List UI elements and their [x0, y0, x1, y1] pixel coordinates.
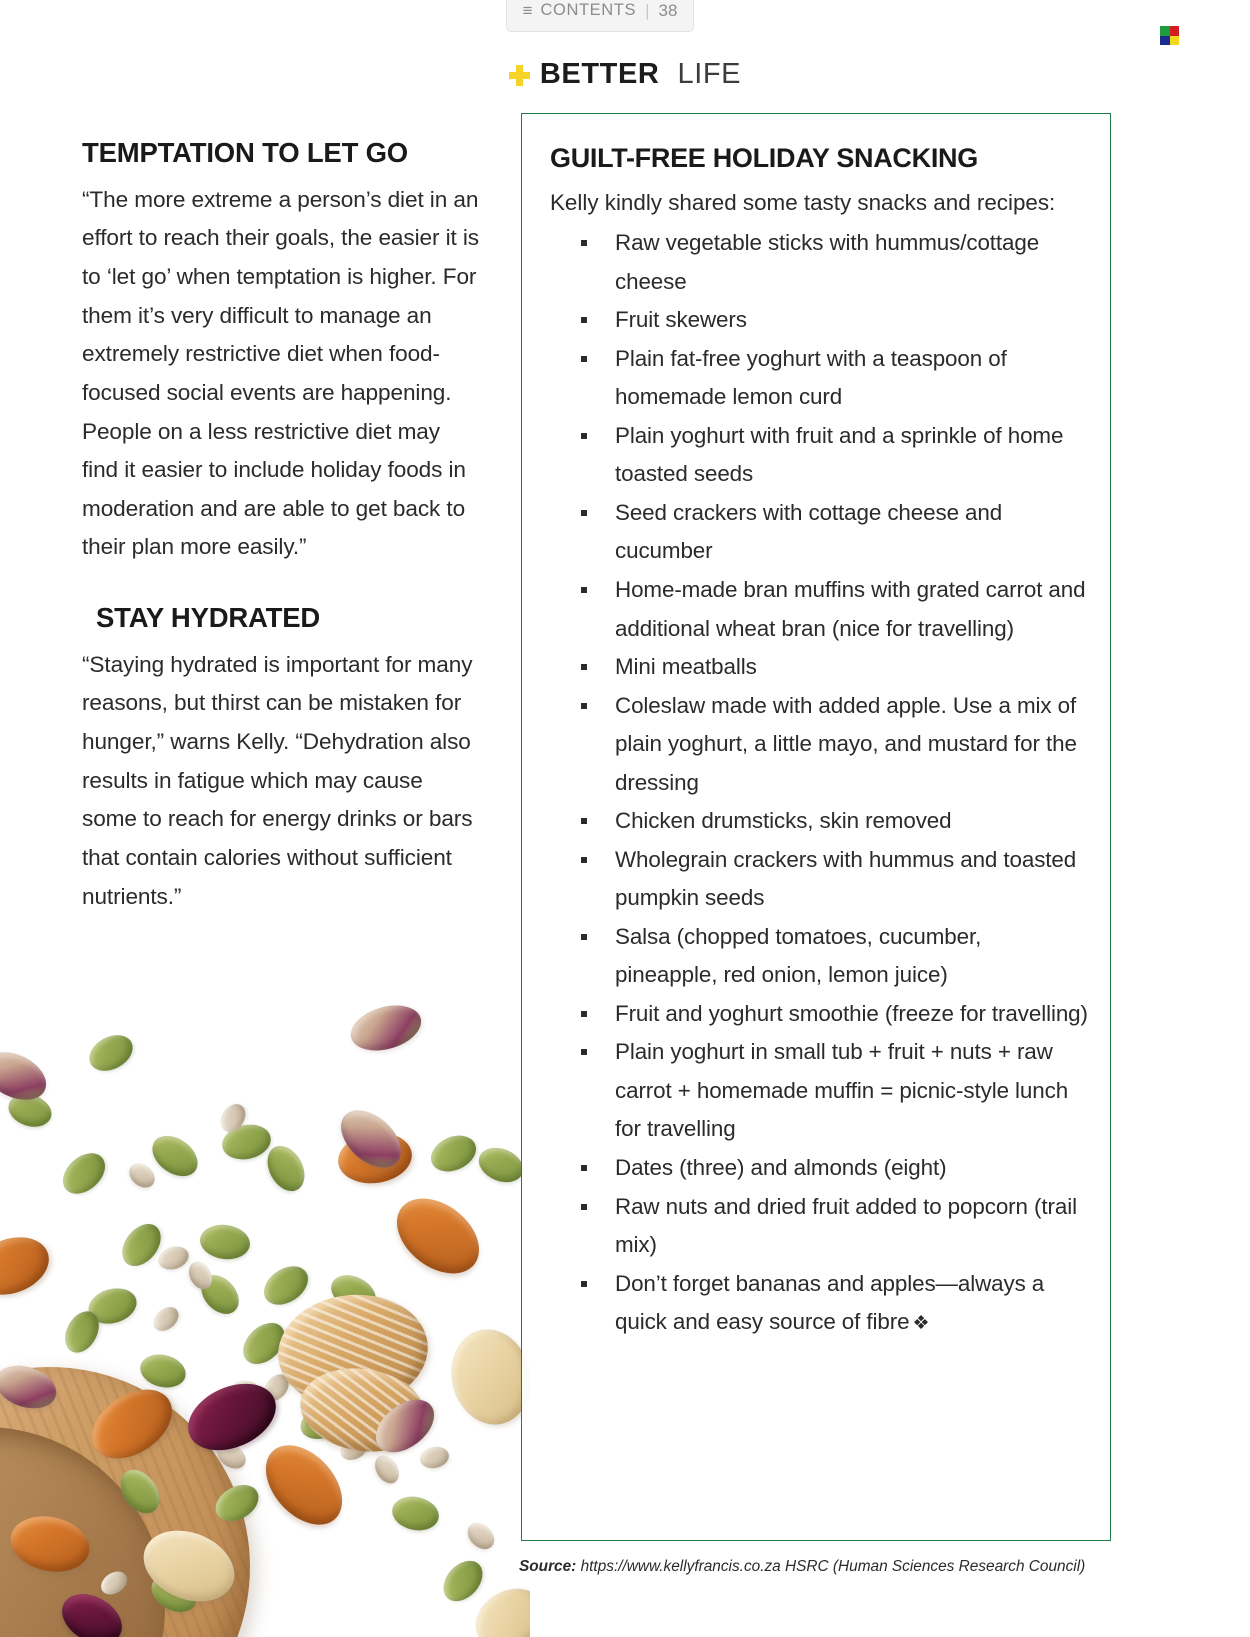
- section-body-temptation: “The more extreme a person’s diet in an effort to reach their goals, the easier it is to ‘let go’ when temptation is higher. For them it’s very difficult to manage an extremely restrictive diet when food-focused social events are happening. People on a less restrictive diet may find it easier to include holiday foods in moderation and are able to get back to their plan more easily.”: [82, 186, 479, 560]
- list-item-text: Don’t forget bananas and apples—always a quick and easy source of fibre: [615, 1270, 1045, 1335]
- square-bullet-icon: [581, 703, 587, 709]
- swatch-blue: [1160, 36, 1170, 46]
- section-body-hydration: “Staying hydrated is important for many reasons, but thirst can be mistaken for hunger,” warns Kelly. “Dehydration also results in fatigue which may cause some to reach for energy drinks or bars that contain calories without sufficient nutrients.”: [82, 651, 473, 909]
- list-item: [550, 648, 1088, 687]
- list-item-text: Raw nuts and dried fruit added to popcorn (trail mix): [615, 1193, 1077, 1258]
- square-bullet-icon: [581, 934, 587, 940]
- section-heading-temptation: TEMPTATION TO LET GO: [82, 137, 408, 168]
- square-bullet-icon: [581, 857, 587, 863]
- masthead-light-word: LIFE: [677, 58, 742, 90]
- square-bullet-icon: [581, 1049, 587, 1055]
- source-text: https://www.kellyfrancis.co.za HSRC (Human Sciences Research Council): [576, 1558, 1086, 1575]
- guilt-free-snacking-box: [521, 113, 1111, 1541]
- list-item: [550, 301, 1088, 340]
- plus-cross-icon: [509, 65, 530, 86]
- hamburger-icon: ≡: [522, 1, 533, 20]
- square-bullet-icon: [581, 1165, 587, 1171]
- list-item: [550, 340, 1088, 417]
- list-item: [550, 687, 1088, 803]
- masthead-bold-word: BETTER: [539, 58, 660, 90]
- list-item-text: Plain fat-free yoghurt with a teaspoon of homemade lemon curd: [615, 345, 1007, 410]
- list-item: [550, 1149, 1088, 1188]
- list-item-text: Seed crackers with cottage cheese and cucumber: [615, 499, 1003, 564]
- end-mark-icon: ❖: [912, 1312, 930, 1334]
- square-bullet-icon: [581, 240, 587, 246]
- square-bullet-icon: [581, 433, 587, 439]
- swatch-yellow: [1170, 36, 1180, 46]
- list-item: [550, 1265, 1088, 1342]
- source-label: Source:: [519, 1558, 577, 1575]
- list-item-text: Dates (three) and almonds (eight): [615, 1154, 947, 1180]
- swatch-red: [1170, 26, 1180, 36]
- snack-box-intro: Kelly kindly shared some tasty snacks and recipes:: [550, 189, 1056, 215]
- square-bullet-icon: [581, 1204, 587, 1210]
- list-item: [550, 1188, 1088, 1265]
- snack-list: [550, 224, 1088, 1341]
- list-item-text: Plain yoghurt with fruit and a sprinkle of home toasted seeds: [615, 422, 1064, 487]
- source-credit: [519, 1558, 1179, 1576]
- snack-box-title: GUILT-FREE HOLIDAY SNACKING: [550, 143, 978, 173]
- color-registration-swatch: [1160, 26, 1179, 45]
- list-item: [550, 494, 1088, 571]
- list-item: [550, 224, 1088, 301]
- list-item: [550, 995, 1088, 1034]
- square-bullet-icon: [581, 1281, 587, 1287]
- list-item: [550, 571, 1088, 648]
- list-item-text: Chicken drumsticks, skin removed: [615, 808, 952, 834]
- contents-pill[interactable]: [506, 0, 694, 32]
- square-bullet-icon: [581, 356, 587, 362]
- list-item-text: Plain yoghurt in small tub + fruit + nuts + raw carrot + homemade muffin = picnic-style lunch for travelling: [615, 1039, 1069, 1142]
- list-item: [550, 1033, 1088, 1149]
- page-number: 38: [658, 0, 678, 20]
- square-bullet-icon: [581, 587, 587, 593]
- square-bullet-icon: [581, 664, 587, 670]
- section-heading-hydration: STAY HYDRATED: [96, 602, 321, 634]
- list-item-text: Coleslaw made with added apple. Use a mix of plain yoghurt, a little mayo, and mustard for the dressing: [615, 692, 1077, 795]
- list-item-text: Home-made bran muffins with grated carrot and additional wheat bran (nice for travelling): [615, 577, 1086, 641]
- list-item: [550, 918, 1088, 995]
- list-item-text: Fruit skewers: [615, 307, 747, 333]
- list-item: [550, 417, 1088, 494]
- contents-divider: |: [645, 0, 650, 20]
- list-item-text: Raw vegetable sticks with hummus/cottage cheese: [615, 230, 1040, 294]
- left-article-column: [82, 138, 482, 916]
- list-item-text: Wholegrain crackers with hummus and toasted pumpkin seeds: [615, 846, 1077, 911]
- contents-label: CONTENTS: [540, 1, 637, 19]
- square-bullet-icon: [581, 510, 587, 516]
- list-item: [550, 802, 1088, 841]
- square-bullet-icon: [581, 317, 587, 323]
- square-bullet-icon: [581, 818, 587, 824]
- list-item-text: Salsa (chopped tomatoes, cucumber, pineapple, red onion, lemon juice): [615, 923, 982, 988]
- swatch-green: [1160, 26, 1170, 36]
- list-item: [550, 841, 1088, 918]
- masthead: [0, 58, 1250, 91]
- square-bullet-icon: [581, 1011, 587, 1017]
- list-item-text: Mini meatballs: [615, 654, 757, 680]
- nuts-and-seeds-photo: [0, 977, 530, 1637]
- column-spacer: [82, 567, 482, 603]
- list-item-text: Fruit and yoghurt smoothie (freeze for travelling): [615, 1000, 1088, 1026]
